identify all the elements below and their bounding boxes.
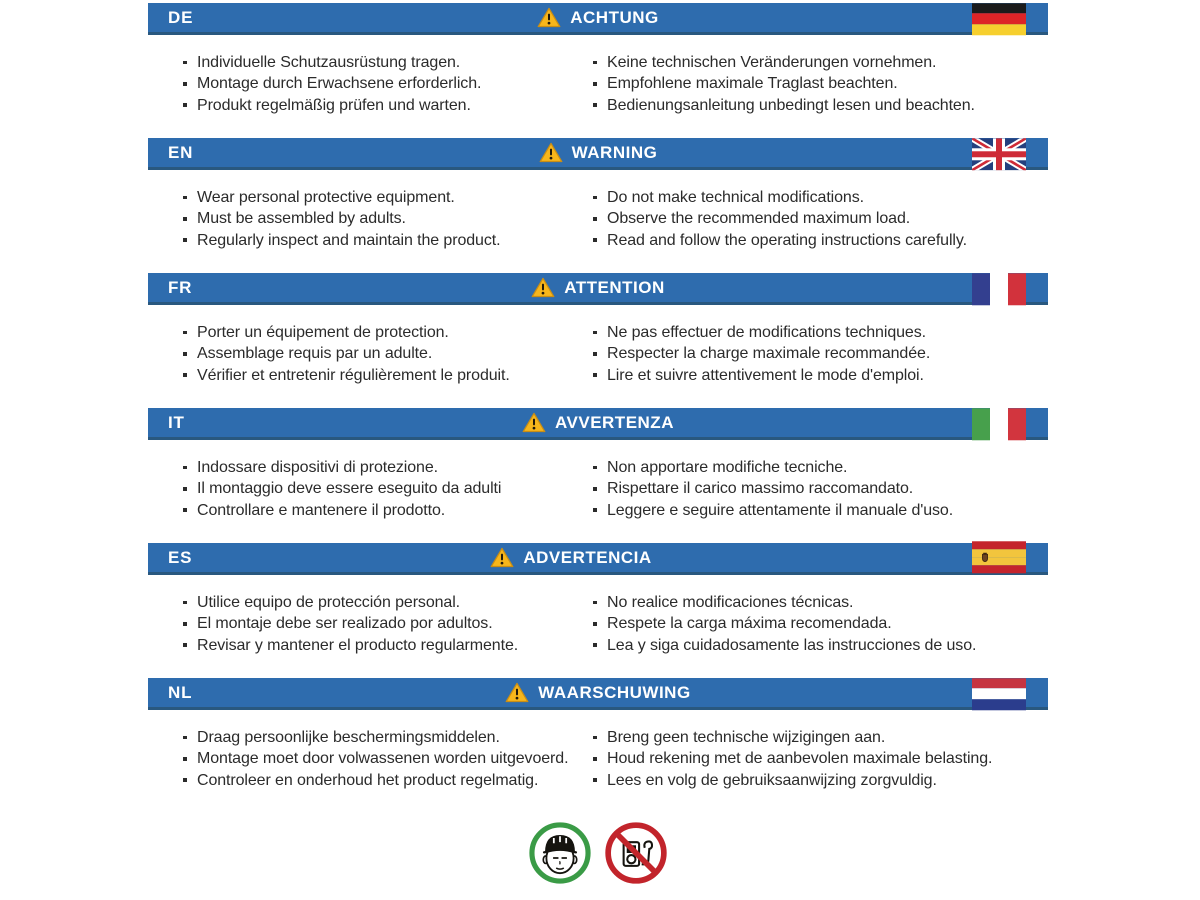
language-code: NL: [168, 682, 193, 702]
header-title-group: [522, 412, 674, 433]
header-title-group: [490, 547, 651, 568]
warning-title: WAARSCHUWING: [538, 682, 691, 702]
bullet-columns: [148, 187, 1048, 251]
bullet-item: Bedienungsanleitung unbedingt lesen und beachten.: [590, 95, 1048, 116]
bullet-list-right: [558, 592, 1048, 656]
bullet-list-left: [148, 322, 558, 386]
warning-title: ADVERTENCIA: [523, 547, 652, 567]
bullet-item: Observe the recommended maximum load.: [590, 208, 1048, 229]
italy-flag-icon: [972, 408, 1026, 440]
warning-triangle-icon: [537, 7, 561, 28]
bullet-columns: [148, 322, 1048, 386]
bullet-item: Do not make technical modifications.: [590, 187, 1048, 208]
section-header-bar: [148, 138, 1048, 170]
bullet-item: Must be assembled by adults.: [180, 208, 558, 229]
bullet-item: Controleer en onderhoud het product regelmatig.: [180, 770, 558, 791]
bullet-list-left: [148, 187, 558, 251]
no-music-player-icon: [603, 820, 669, 886]
bullet-item: Porter un équipement de protection.: [180, 322, 558, 343]
language-code: ES: [168, 547, 193, 567]
warning-section-fr: [148, 273, 1048, 408]
safety-pictograms: [148, 820, 1048, 886]
bullet-columns: [148, 727, 1048, 791]
bullet-item: Rispettare il carico massimo raccomandato.: [590, 478, 1048, 499]
warning-title: ACHTUNG: [570, 7, 659, 27]
bullet-item: Read and follow the operating instructions carefully.: [590, 230, 1048, 251]
bullet-columns: [148, 457, 1048, 521]
header-title-group: [539, 142, 658, 163]
warning-title: ATTENTION: [564, 277, 665, 297]
bullet-list-left: [148, 457, 558, 521]
section-header-bar: [148, 3, 1048, 35]
bullet-item: Indossare dispositivi di protezione.: [180, 457, 558, 478]
bullet-item: Non apportare modifiche tecniche.: [590, 457, 1048, 478]
section-header-bar: [148, 408, 1048, 440]
warning-triangle-icon: [490, 547, 514, 568]
language-code: FR: [168, 277, 193, 297]
language-code: DE: [168, 7, 194, 27]
bullet-item: Empfohlene maximale Traglast beachten.: [590, 73, 1048, 94]
france-flag-icon: [972, 273, 1026, 305]
bullet-item: Revisar y mantener el producto regularmente.: [180, 635, 558, 656]
bullet-item: Breng geen technische wijzigingen aan.: [590, 727, 1048, 748]
bullet-list-left: [148, 52, 558, 116]
bullet-list-right: [558, 457, 1048, 521]
header-title-group: [505, 682, 690, 703]
warning-triangle-icon: [505, 682, 529, 703]
bullet-item: Keine technischen Veränderungen vornehmen.: [590, 52, 1048, 73]
bullet-item: Individuelle Schutzausrüstung tragen.: [180, 52, 558, 73]
warning-title: WARNING: [571, 142, 658, 162]
safety-warning-sheet: [148, 3, 1048, 886]
bullet-item: Controllare e mantenere il prodotto.: [180, 500, 558, 521]
section-header-bar: [148, 543, 1048, 575]
warning-section-de: [148, 3, 1048, 138]
warning-title: AVVERTENZA: [555, 412, 674, 432]
bullet-item: Produkt regelmäßig prüfen und warten.: [180, 95, 558, 116]
bullet-item: Lea y siga cuidadosamente las instrucciones de uso.: [590, 635, 1048, 656]
bullet-item: Houd rekening met de aanbevolen maximale belasting.: [590, 748, 1048, 769]
warning-section-it: [148, 408, 1048, 543]
warning-section-en: [148, 138, 1048, 273]
bullet-list-right: [558, 52, 1048, 116]
bullet-list-right: [558, 322, 1048, 386]
bullet-item: Lire et suivre attentivement le mode d'emploi.: [590, 365, 1048, 386]
bullet-item: El montaje debe ser realizado por adultos.: [180, 613, 558, 634]
warning-section-nl: [148, 678, 1048, 813]
bullet-item: Utilice equipo de protección personal.: [180, 592, 558, 613]
netherlands-flag-icon: [972, 678, 1026, 710]
bullet-item: Montage durch Erwachsene erforderlich.: [180, 73, 558, 94]
header-title-group: [531, 277, 665, 298]
bullet-list-right: [558, 727, 1048, 791]
bullet-columns: [148, 52, 1048, 116]
section-header-bar: [148, 678, 1048, 710]
bullet-item: Ne pas effectuer de modifications techniques.: [590, 322, 1048, 343]
wear-head-protection-icon: [527, 820, 593, 886]
bullet-item: Il montaggio deve essere eseguito da adulti: [180, 478, 558, 499]
bullet-list-right: [558, 187, 1048, 251]
united-kingdom-flag-icon: [972, 138, 1026, 170]
bullet-item: Draag persoonlijke beschermingsmiddelen.: [180, 727, 558, 748]
section-header-bar: [148, 273, 1048, 305]
bullet-item: Respete la carga máxima recomendada.: [590, 613, 1048, 634]
bullet-list-left: [148, 592, 558, 656]
bullet-item: Vérifier et entretenir régulièrement le produit.: [180, 365, 558, 386]
germany-flag-icon: [972, 3, 1026, 35]
bullet-item: Montage moet door volwassenen worden uitgevoerd.: [180, 748, 558, 769]
warning-triangle-icon: [522, 412, 546, 433]
spain-coat-of-arms: [981, 552, 989, 563]
bullet-columns: [148, 592, 1048, 656]
bullet-item: Leggere e seguire attentamente il manuale d'uso.: [590, 500, 1048, 521]
language-code: IT: [168, 412, 185, 432]
bullet-item: Regularly inspect and maintain the product.: [180, 230, 558, 251]
header-title-group: [537, 7, 659, 28]
spain-flag-icon: [972, 541, 1026, 573]
warning-triangle-icon: [539, 142, 563, 163]
bullet-item: Respecter la charge maximale recommandée.: [590, 343, 1048, 364]
bullet-item: Wear personal protective equipment.: [180, 187, 558, 208]
bullet-item: No realice modificaciones técnicas.: [590, 592, 1048, 613]
warning-triangle-icon: [531, 277, 555, 298]
warning-section-es: [148, 543, 1048, 678]
bullet-item: Lees en volg de gebruiksaanwijzing zorgvuldig.: [590, 770, 1048, 791]
bullet-list-left: [148, 727, 569, 791]
bullet-item: Assemblage requis par un adulte.: [180, 343, 558, 364]
language-code: EN: [168, 142, 194, 162]
